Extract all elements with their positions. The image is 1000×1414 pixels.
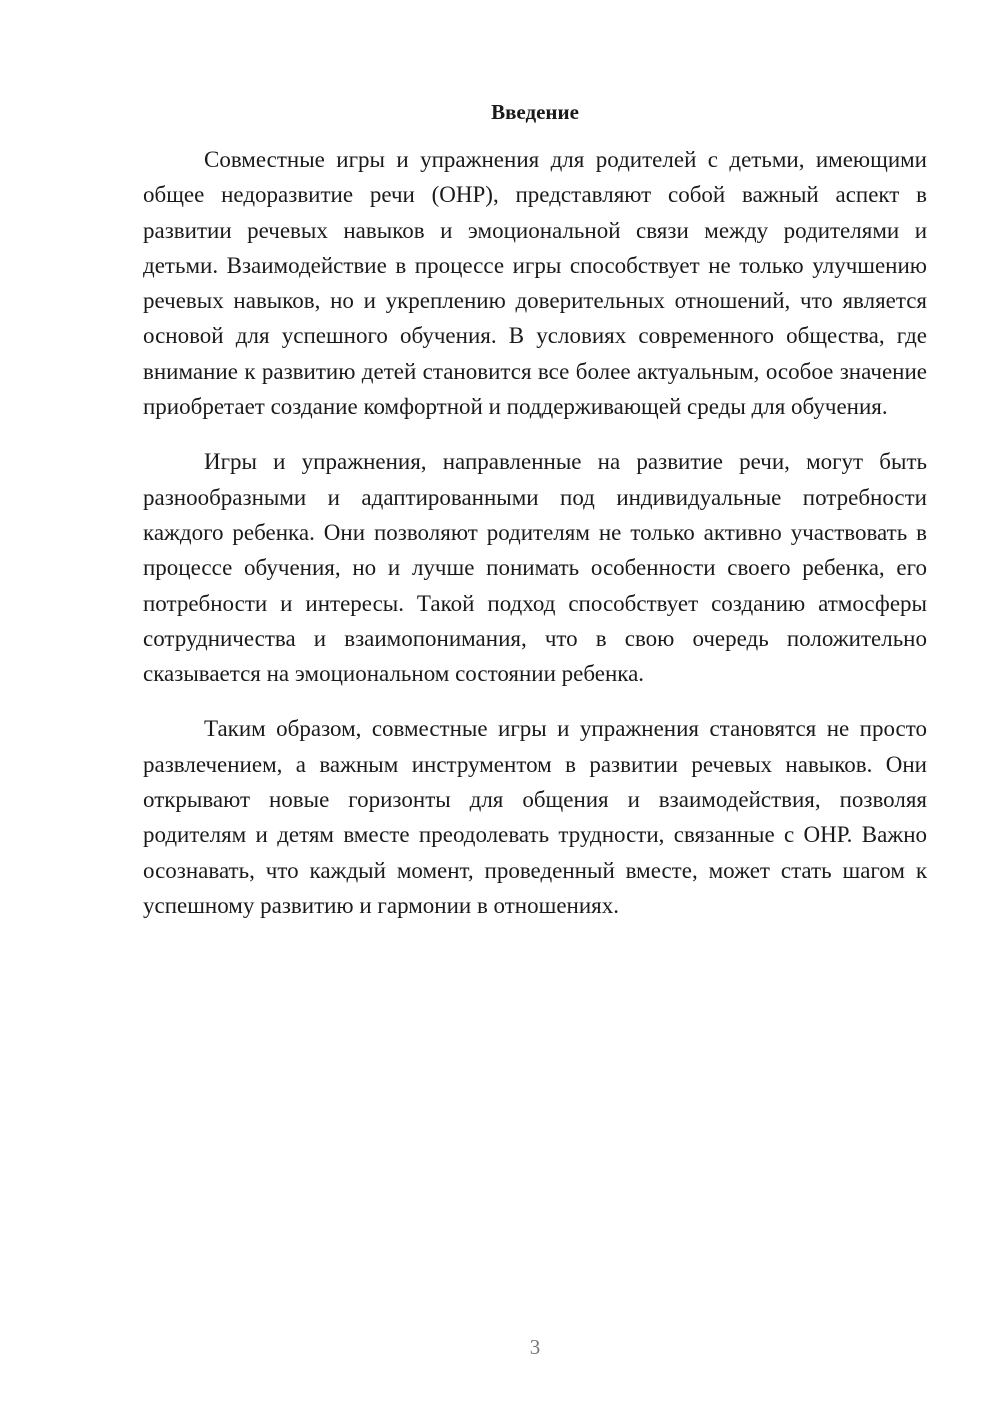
paragraph-2: Игры и упражнения, направленные на развитие речи, могут быть разнообразными и адаптированными под индивидуальные потребности каждого ребенка. Они позволяют родителям не только активно участвовать в процессе обучения, но и лучше понимать особенности своего ребенка, его потребности и интересы. Такой подход способствует созданию атмосферы сотрудничества и взаимопонимания, что в свою очередь положительно сказывается на эмоциональном состоянии ребенка. xyxy=(143,449,927,687)
body-text xyxy=(143,142,927,923)
paragraph-1: Совместные игры и упражнения для родителей с детьми, имеющими общее недоразвитие речи (ОНР), представляют собой важный аспект в развитии речевых навыков и эмоциональной связи между родителями и детьми. Взаимодействие в процессе игры способствует не только улучшению речевых навыков, но и укреплению доверительных отношений, что является основой для успешного обучения. В условиях современного общества, где внимание к развитию детей становится все более актуальным, особое значение приобретает создание комфортной и поддерживающей среды для обучения. xyxy=(143,147,927,420)
section-heading: Введение xyxy=(491,100,579,124)
paragraph-3: Таким образом, совместные игры и упражнения становятся не просто развлечением, а важным инструментом в развитии речевых навыков. Они открывают новые горизонты для общения и взаимодействия, позволяя родителям и детям вместе преодолевать трудности, связанные с ОНР. Важно осознавать, что каждый момент, проведенный вместе, может стать шагом к успешному развитию и гармонии в отношениях. xyxy=(143,716,927,918)
page-number: 3 xyxy=(529,1335,541,1359)
